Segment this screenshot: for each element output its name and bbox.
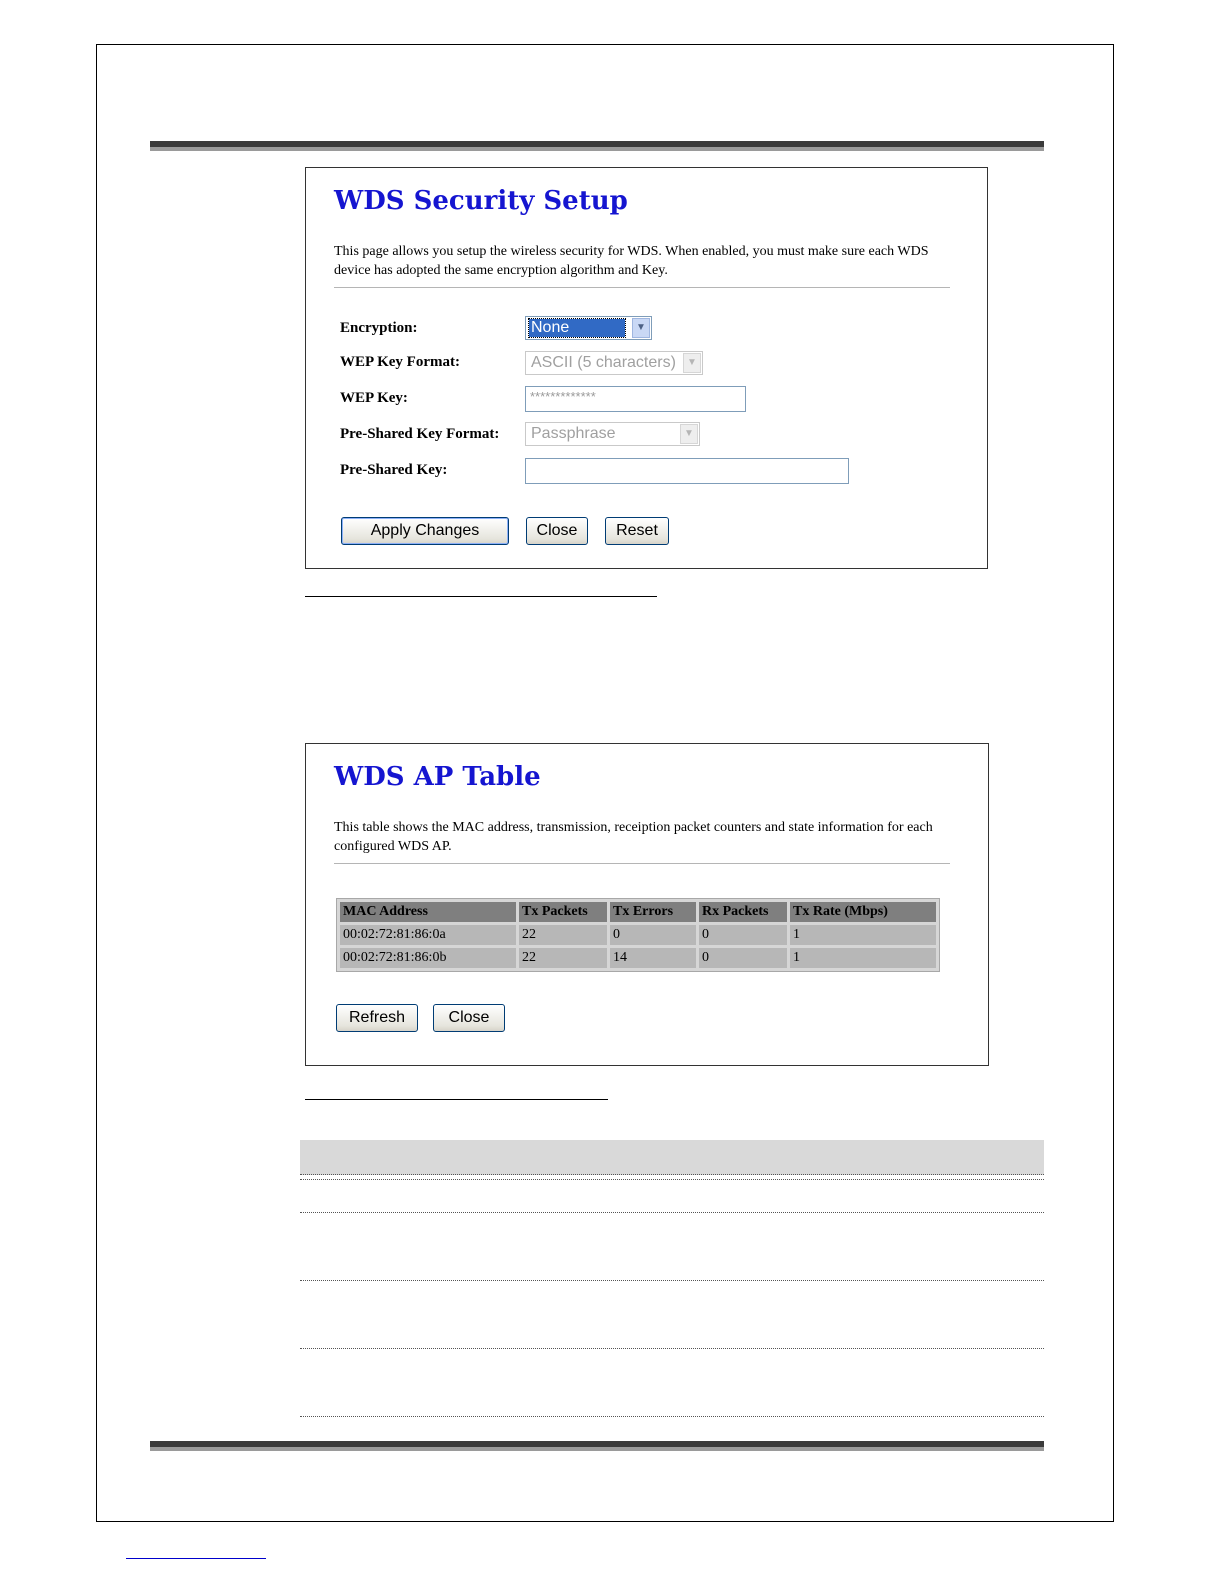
- table-cell: 14: [610, 948, 696, 968]
- psk-format-select[interactable]: [525, 422, 700, 446]
- divider: [334, 287, 950, 288]
- table-cell: 22: [519, 925, 607, 945]
- table-row-divider: [300, 1280, 1044, 1281]
- chevron-down-icon: ▼: [683, 353, 701, 373]
- table-cell: 00:02:72:81:86:0b: [340, 948, 516, 968]
- close-button[interactable]: Close: [526, 517, 588, 545]
- column-header: Rx Packets: [699, 902, 787, 922]
- psk-input[interactable]: [525, 458, 849, 484]
- ap-table-description: This table shows the MAC address, transmission, receiption packet counters and state information for each configured WDS AP.: [334, 820, 933, 854]
- wds-ap-table-panel: [305, 743, 989, 1066]
- chevron-down-icon: ▼: [680, 424, 698, 444]
- psk-format-label: Pre-Shared Key Format:: [340, 426, 500, 442]
- ap-table-title: WDS AP Table: [334, 762, 541, 792]
- column-header: Tx Errors: [610, 902, 696, 922]
- encryption-select[interactable]: [525, 316, 652, 340]
- psk-format-value: Passphrase: [531, 425, 616, 442]
- footer-rule: [150, 1441, 1044, 1451]
- security-setup-title: WDS Security Setup: [334, 186, 628, 216]
- encryption-label: Encryption:: [340, 320, 418, 336]
- divider: [334, 863, 950, 864]
- table-row-divider: [300, 1212, 1044, 1213]
- table-cell: 00:02:72:81:86:0a: [340, 925, 516, 945]
- wep-key-format-value: ASCII (5 characters): [531, 354, 676, 371]
- table-row-divider: [300, 1348, 1044, 1349]
- refresh-button[interactable]: Refresh: [336, 1004, 418, 1032]
- chevron-down-icon: ▼: [632, 318, 650, 338]
- header-rule: [150, 141, 1044, 151]
- table-header-row: [340, 902, 936, 922]
- close-button[interactable]: Close: [433, 1004, 505, 1032]
- footer-link-underline: [126, 1558, 266, 1559]
- table-row-divider: [300, 1179, 1044, 1180]
- wep-key-format-label: WEP Key Format:: [340, 354, 460, 370]
- table-cell: 1: [790, 948, 936, 968]
- column-header: Tx Rate (Mbps): [790, 902, 936, 922]
- parameter-table-header: [300, 1140, 1044, 1175]
- wds-security-setup-panel: [305, 167, 988, 569]
- table-cell: 1: [790, 925, 936, 945]
- table-cell: 0: [699, 925, 787, 945]
- table-row: [340, 948, 936, 968]
- column-header: Tx Packets: [519, 902, 607, 922]
- encryption-value: None: [529, 319, 625, 337]
- table-cell: 0: [610, 925, 696, 945]
- wep-key-format-select[interactable]: [525, 351, 703, 375]
- security-setup-description: This page allows you setup the wireless security for WDS. When enabled, you must make sure each WDS device has adopted the same encryption algorithm and Key.: [334, 244, 929, 278]
- table-cell: 0: [699, 948, 787, 968]
- column-header: MAC Address: [340, 902, 516, 922]
- table-row: [340, 925, 936, 945]
- table-cell: 22: [519, 948, 607, 968]
- caption-underline: [305, 596, 657, 597]
- wep-key-label: WEP Key:: [340, 390, 408, 406]
- reset-button[interactable]: Reset: [605, 517, 669, 545]
- table-row-divider: [300, 1416, 1044, 1417]
- caption-underline: [305, 1099, 608, 1100]
- apply-changes-button[interactable]: Apply Changes: [341, 517, 509, 545]
- wep-key-input[interactable]: *************: [525, 386, 746, 412]
- wds-ap-table: [336, 898, 940, 972]
- psk-label: Pre-Shared Key:: [340, 462, 448, 478]
